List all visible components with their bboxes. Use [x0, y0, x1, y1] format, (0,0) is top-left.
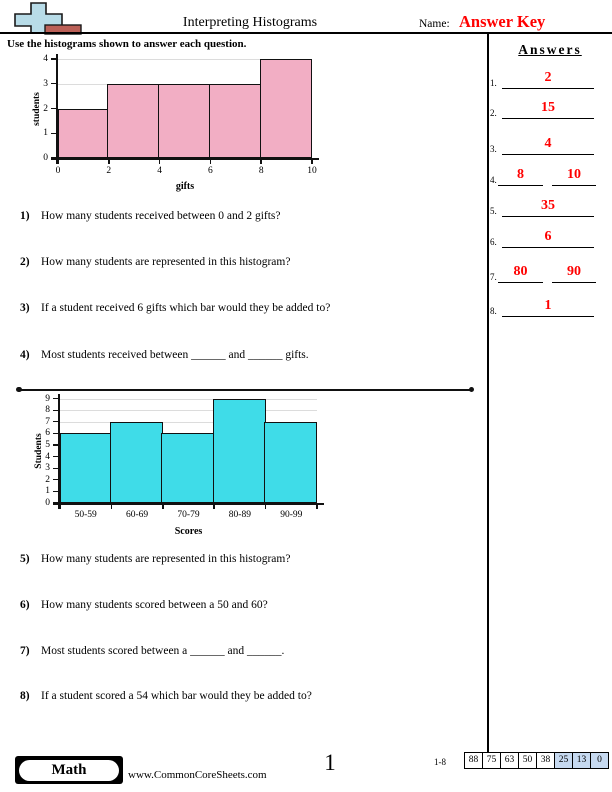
y-tick	[53, 479, 58, 480]
answer-number: 4.	[490, 175, 497, 185]
question-item	[20, 553, 475, 565]
page-number: 1	[324, 750, 336, 775]
question-number: 3)	[20, 302, 30, 314]
y-tick-label: 5	[45, 440, 50, 450]
x-tick	[210, 160, 212, 164]
answer-value: 15	[502, 98, 594, 119]
website-text: www.CommonCoreSheets.com	[128, 769, 267, 781]
gridline	[60, 399, 317, 400]
x-tick	[57, 160, 59, 164]
answer-value: 8	[498, 165, 543, 186]
score-cell: 50	[518, 752, 537, 769]
question-item	[20, 256, 475, 268]
histogram-bar	[158, 84, 210, 158]
x-category-label: 70-79	[177, 510, 200, 520]
question-item	[20, 302, 475, 314]
x-category-label: 90-99	[280, 510, 303, 520]
score-cell: 75	[482, 752, 501, 769]
x-tick	[111, 505, 113, 509]
question-text: How many students are represented in this histogram?	[41, 256, 291, 268]
commoncoresheets-logo-icon	[12, 2, 82, 41]
x-tick	[311, 160, 313, 164]
y-axis-title: Students	[34, 433, 44, 469]
question-number: 6)	[20, 599, 30, 611]
name-label: Name:	[419, 18, 450, 30]
y-tick	[51, 133, 56, 134]
subject-label: Math	[19, 760, 119, 781]
answers-title: Answers	[518, 42, 582, 57]
score-cell: 38	[536, 752, 555, 769]
question-number: 4)	[20, 349, 30, 361]
histogram-bar	[107, 84, 159, 158]
question-item	[20, 599, 475, 611]
y-tick-label: 4	[43, 54, 48, 64]
x-tick	[162, 505, 164, 509]
score-cell: 13	[572, 752, 591, 769]
score-table	[464, 752, 609, 769]
gifts-histogram	[0, 50, 345, 195]
answer-number: 8.	[490, 306, 497, 316]
question-number: 8)	[20, 690, 30, 702]
y-tick	[53, 433, 58, 434]
y-tick-label: 4	[45, 451, 50, 462]
question-text: Most students received between ______ and ______ gifts.	[41, 349, 309, 361]
x-tick	[108, 160, 110, 164]
answer-value: 1	[502, 296, 594, 317]
histogram-bar	[58, 109, 109, 159]
x-tick	[316, 505, 318, 509]
question-text: If a student received 6 gifts which bar would they be added to?	[41, 302, 331, 314]
histogram-bar	[209, 84, 261, 158]
answer-row	[488, 69, 610, 89]
question-item	[20, 690, 475, 702]
question-number: 1)	[20, 210, 30, 222]
x-axis	[51, 158, 319, 160]
answer-value: 80	[498, 262, 543, 283]
answer-row	[488, 263, 610, 283]
y-tick	[51, 157, 56, 158]
question-item	[20, 210, 475, 222]
question-text: How many students received between 0 and 2 gifts?	[41, 210, 281, 222]
x-category-label: 50-59	[74, 510, 97, 520]
score-range-label: 1-8	[434, 757, 446, 767]
answer-value: 35	[502, 196, 594, 217]
answer-row	[488, 135, 610, 155]
y-tick	[53, 456, 58, 457]
y-tick-label: 0	[43, 153, 48, 163]
score-cell: 63	[500, 752, 519, 769]
question-text: If a student scored a 54 which bar would they be added to?	[41, 690, 312, 702]
answer-row	[488, 99, 610, 119]
y-tick	[53, 421, 58, 422]
question-text: How many students scored between a 50 and 60?	[41, 599, 268, 611]
gridline	[60, 410, 317, 411]
answer-value: 90	[552, 262, 596, 283]
scores-histogram	[0, 390, 345, 540]
question-text: How many students are represented in this histogram?	[41, 553, 291, 565]
score-cell: 88	[464, 752, 483, 769]
x-category-label: 60-69	[126, 510, 149, 520]
question-item	[20, 349, 475, 361]
answer-value: 10	[552, 165, 596, 186]
answer-row	[488, 228, 610, 248]
x-tick-label: 10	[307, 166, 317, 176]
x-tick-label: 2	[106, 166, 112, 176]
question-number: 5)	[20, 553, 30, 565]
answer-row	[488, 166, 610, 186]
x-tick	[159, 160, 161, 164]
y-tick-label: 2	[45, 474, 50, 485]
x-axis	[53, 503, 324, 505]
y-tick	[51, 108, 56, 109]
histogram-bar	[264, 422, 317, 503]
answer-value: 2	[502, 68, 594, 89]
question-text: Most students scored between a ______ and ______.	[41, 645, 285, 657]
x-axis-title: Scores	[174, 526, 203, 537]
y-tick-label: 1	[43, 128, 48, 139]
y-tick-label: 2	[43, 103, 48, 114]
y-tick-label: 9	[45, 393, 50, 404]
y-tick	[53, 468, 58, 469]
y-axis-title: students	[32, 91, 42, 126]
y-tick-label: 1	[45, 486, 50, 497]
y-tick	[53, 398, 58, 399]
answer-value: 6	[502, 227, 594, 248]
x-tick	[59, 505, 61, 509]
y-tick	[53, 491, 58, 492]
answer-row	[488, 297, 610, 317]
answer-number: 6.	[490, 237, 497, 247]
x-tick	[260, 160, 262, 164]
histogram-bar	[110, 422, 163, 503]
histogram-bar	[260, 59, 312, 158]
y-tick-label: 7	[45, 416, 50, 427]
y-tick	[53, 502, 58, 503]
y-tick	[51, 58, 56, 59]
subject-badge	[15, 756, 123, 784]
x-tick-label: 8	[258, 166, 264, 176]
x-axis-title: gifts	[175, 181, 195, 192]
x-tick-label: 4	[157, 166, 162, 176]
answer-number: 7.	[490, 272, 497, 282]
y-tick	[53, 410, 58, 411]
y-tick-label: 0	[45, 498, 50, 508]
answer-value: 4	[502, 134, 594, 155]
question-number: 2)	[20, 256, 30, 268]
answer-number: 3.	[490, 144, 497, 154]
x-tick	[213, 505, 215, 509]
histogram-bar	[161, 433, 214, 503]
answer-number: 2.	[490, 108, 497, 118]
page-title: Interpreting Histograms	[182, 15, 318, 30]
x-tick-label: 0	[55, 166, 61, 176]
x-tick	[265, 505, 267, 509]
answer-number: 1.	[490, 78, 497, 88]
y-tick	[51, 83, 56, 84]
instructions-text: Use the histograms shown to answer each question.	[7, 38, 247, 50]
question-number: 7)	[20, 645, 30, 657]
answer-row	[488, 197, 610, 217]
histogram-bar	[213, 399, 266, 503]
y-tick-label: 8	[45, 405, 50, 416]
question-item	[20, 645, 475, 657]
y-tick-label: 3	[43, 78, 48, 89]
answer-key-text: Answer Key	[459, 12, 546, 31]
y-tick-label: 6	[45, 428, 50, 439]
score-cell: 0	[590, 752, 609, 769]
score-cell: 25	[554, 752, 573, 769]
y-tick	[53, 444, 58, 445]
x-tick-label: 6	[208, 166, 213, 176]
x-category-label: 80-89	[228, 510, 251, 520]
histogram-bar	[60, 433, 111, 503]
answer-number: 5.	[490, 206, 497, 216]
y-tick-label: 3	[45, 463, 50, 474]
